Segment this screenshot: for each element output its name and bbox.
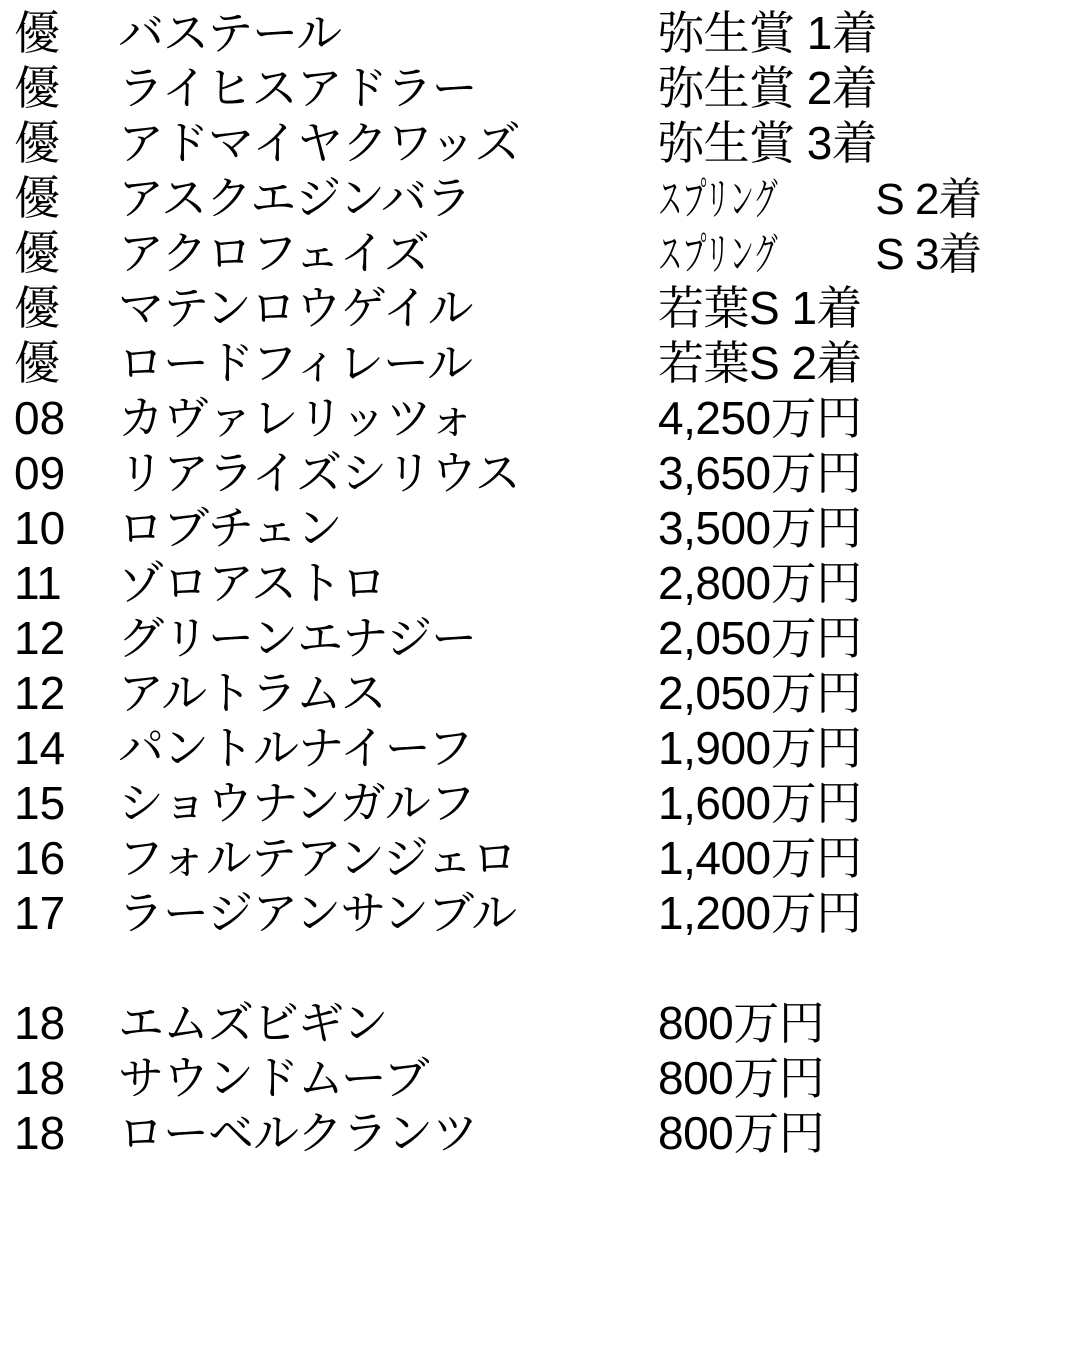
row-value: 1,900万円 <box>658 722 862 774</box>
row-rank: 優 <box>14 117 60 169</box>
table-row <box>0 886 1080 941</box>
table-row <box>0 6 1080 61</box>
row-value: 弥生賞 3着 <box>658 117 878 169</box>
row-horse-name: ゾロアストロ <box>118 557 387 609</box>
table-row <box>0 281 1080 336</box>
row-rank: 12 <box>14 667 66 719</box>
row-value: 4,250万円 <box>658 392 862 444</box>
row-horse-name: ライヒスアドラー <box>118 62 477 114</box>
row-horse-name: ラージアンサンブル <box>118 887 517 939</box>
row-value <box>658 227 1080 282</box>
row-horse-name: ショウナンガルフ <box>118 777 475 829</box>
row-rank: 15 <box>14 777 66 829</box>
table-row <box>0 1106 1080 1161</box>
row-rank: 17 <box>14 887 66 939</box>
table-row <box>0 556 1080 611</box>
row-horse-name: アクロフェイズ <box>118 227 429 279</box>
row-horse-name: ロブチェン <box>118 502 342 554</box>
row-horse-name: グリーンエナジー <box>118 612 477 664</box>
row-value: 3,500万円 <box>658 502 862 554</box>
table-row <box>0 831 1080 886</box>
table-row <box>0 116 1080 171</box>
row-rank: 優 <box>14 7 60 59</box>
row-horse-name: バステール <box>118 7 342 59</box>
table-row <box>0 171 1080 226</box>
row-value-prefix: スプリング <box>658 175 778 224</box>
table-row <box>0 446 1080 501</box>
row-horse-name: アドマイヤクワッズ <box>118 117 520 169</box>
row-rank: 優 <box>14 282 60 334</box>
table-row <box>0 776 1080 831</box>
row-value: 2,050万円 <box>658 667 862 719</box>
row-value-suffix: S 2着 <box>875 175 982 224</box>
row-value: 若葉S 1着 <box>658 282 863 334</box>
row-value: 1,400万円 <box>658 832 862 884</box>
row-rank: 優 <box>14 62 60 114</box>
table-row <box>0 611 1080 666</box>
row-horse-name: リアライズシリウス <box>118 447 520 499</box>
table-row <box>0 501 1080 556</box>
row-horse-name: アルトラムス <box>118 667 386 719</box>
row-horse-name: アスクエジンバラ <box>118 172 471 224</box>
row-spacer <box>0 941 1080 996</box>
row-value: 弥生賞 2着 <box>658 62 878 114</box>
row-rank: 09 <box>14 447 66 499</box>
table-row <box>0 391 1080 446</box>
table-row <box>0 721 1080 776</box>
row-value-prefix: スプリング <box>658 230 778 279</box>
row-horse-name: ローベルクランツ <box>118 1107 478 1159</box>
table-row <box>0 336 1080 391</box>
table-row <box>0 61 1080 116</box>
row-rank: 08 <box>14 392 66 444</box>
row-value: 弥生賞 1着 <box>658 7 878 59</box>
row-value: 2,800万円 <box>658 557 862 609</box>
row-horse-name: サウンドムーブ <box>118 1052 429 1104</box>
row-rank: 14 <box>14 722 66 774</box>
row-rank: 11 <box>14 557 62 609</box>
row-rank: 優 <box>14 172 60 224</box>
row-rank: 16 <box>14 832 66 884</box>
row-value: 800万円 <box>658 1107 825 1159</box>
row-value: 800万円 <box>658 997 825 1049</box>
table-row <box>0 996 1080 1051</box>
row-value <box>658 172 1080 227</box>
row-rank: 優 <box>14 337 60 389</box>
table-row <box>0 226 1080 281</box>
row-value: 1,200万円 <box>658 887 862 939</box>
row-value: 800万円 <box>658 1052 825 1104</box>
table-row <box>0 666 1080 721</box>
row-value: 若葉S 2着 <box>658 337 863 389</box>
row-rank: 18 <box>14 1107 66 1159</box>
row-value: 3,650万円 <box>658 447 862 499</box>
row-value: 1,600万円 <box>658 777 862 829</box>
row-horse-name: ロードフィレール <box>118 337 473 389</box>
row-rank: 18 <box>14 997 66 1049</box>
row-horse-name: カヴァレリッツォ <box>118 392 474 444</box>
table-row <box>0 1051 1080 1106</box>
row-value-suffix: S 3着 <box>875 230 982 279</box>
row-horse-name: エムズビギン <box>118 997 388 1049</box>
row-horse-name: マテンロウゲイル <box>118 282 473 334</box>
row-rank: 優 <box>14 227 60 279</box>
row-horse-name: パントルナイーフ <box>118 722 473 774</box>
row-value: 2,050万円 <box>658 612 862 664</box>
row-rank: 18 <box>14 1052 66 1104</box>
row-horse-name: フォルテアンジェロ <box>118 832 517 884</box>
row-rank: 10 <box>14 502 66 554</box>
row-rank: 12 <box>14 612 66 664</box>
